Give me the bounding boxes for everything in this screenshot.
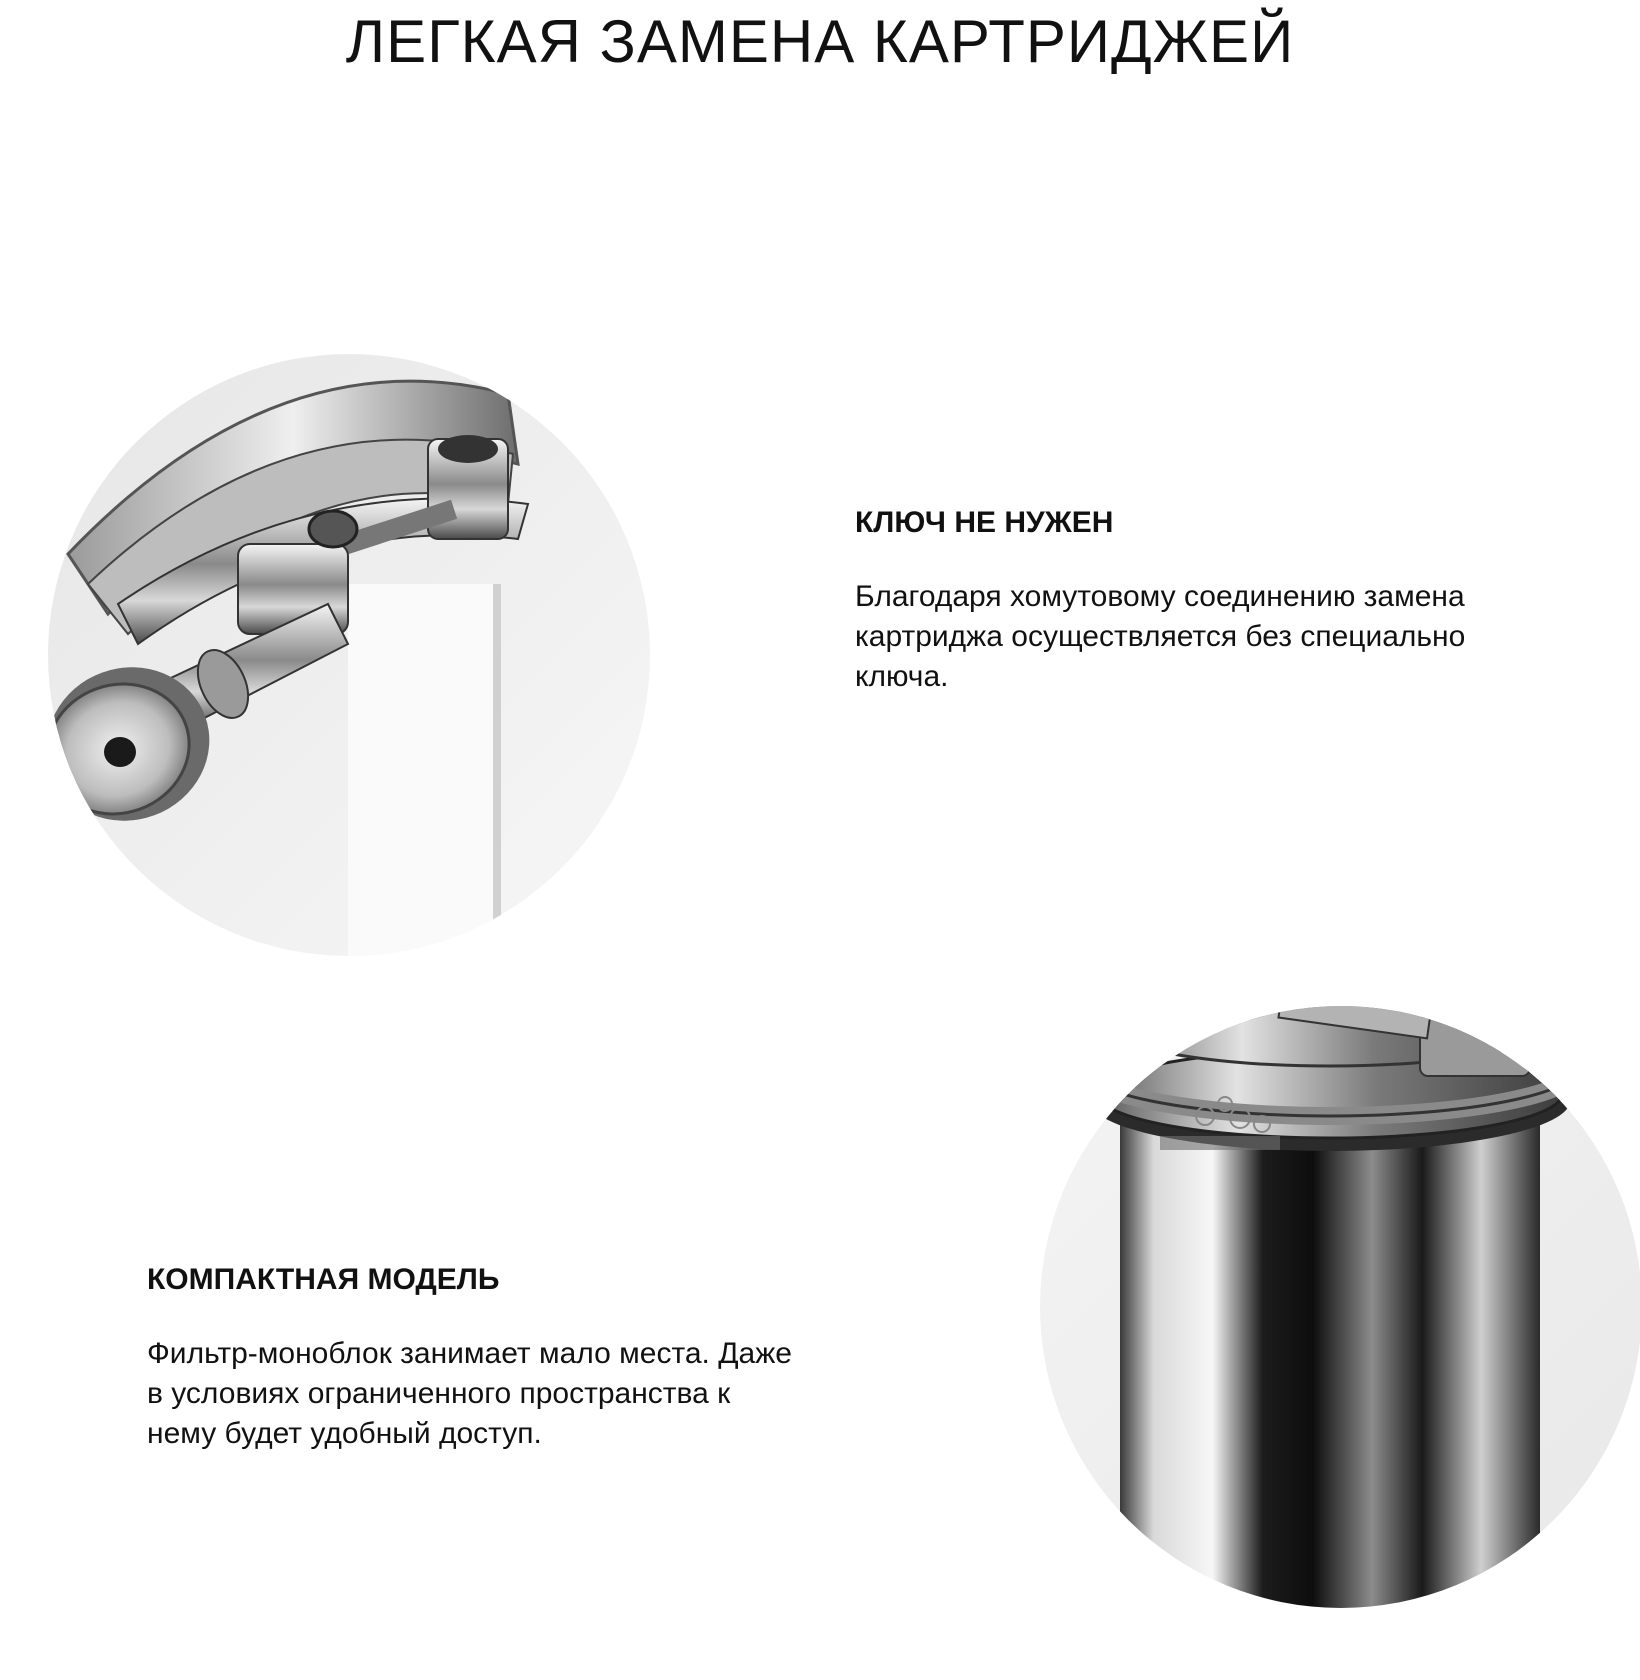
- feature-heading: КОМПАКТНАЯ МОДЕЛЬ: [147, 1263, 500, 1296]
- filter-housing-illustration: [1040, 1006, 1640, 1608]
- clamp-knob-illustration: [48, 354, 650, 956]
- feature-compact-model: [147, 1262, 807, 1454]
- clamp-knob-photo: [48, 354, 650, 956]
- feature-text: Фильтр-моноблок занимает мало места. Даже в условиях ограниченного пространства к нему будет удобный доступ.: [147, 1337, 792, 1450]
- steel-filter-housing-photo: [1040, 1006, 1640, 1608]
- feature-no-wrench: [855, 505, 1495, 697]
- feature-heading: КЛЮЧ НЕ НУЖЕН: [855, 506, 1114, 539]
- page-title: ЛЕГКАЯ ЗАМЕНА КАРТРИДЖЕЙ: [345, 8, 1295, 75]
- feature-text: Благодаря хомутовому соединению замена картриджа осуществляется без специально ключа.: [855, 580, 1466, 693]
